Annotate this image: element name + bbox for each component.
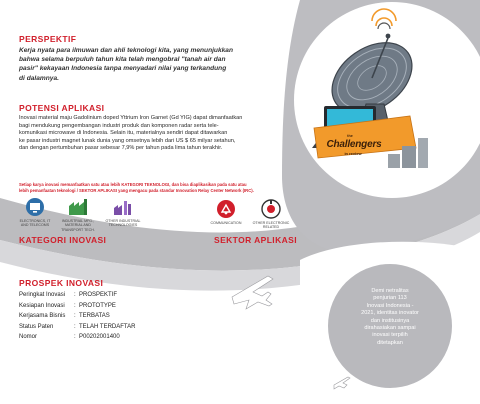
prospek-row xyxy=(19,301,135,312)
category-note xyxy=(19,182,309,193)
prospek-value: TERBATAS xyxy=(79,313,110,320)
badge-sub-text: in review xyxy=(344,151,362,156)
perspektif-lead-line: pasir" kekayaan Indonesia tanpa menyadari nilai yang terkandung xyxy=(19,65,227,73)
note-line: lebih pemanfaatan teknologi / SEKTOR APLIKASI yang mengacu pada standar Innovation Relay Center Network (IRC). xyxy=(19,187,254,193)
sektor-label-line: COMMUNICATION xyxy=(210,221,242,225)
kategori-label xyxy=(16,219,54,228)
prospek-key: Status Paten xyxy=(19,323,54,330)
potensi-line: Inovasi material maju Gadolinium doped Yttrium Iron Garnet (Gd YIG) dapat dimanfaatkan xyxy=(19,115,243,121)
bubble-line: Demi netralitas xyxy=(371,288,409,294)
prospek-sep: : xyxy=(74,302,76,309)
potensi-line: komunikasi microwave di Indonesia. Selain itu, materialnya sendiri dapat ditawarkan xyxy=(19,130,228,137)
bubble-line: dirahasiakan sampai xyxy=(364,325,416,332)
bubble-line: penjurian 113 xyxy=(373,295,407,302)
prospek-key: Peringkat Inovasi xyxy=(19,292,66,298)
prospek-key: Kesiapan Inovasi xyxy=(19,302,65,309)
kategori-label-line: AND TELECOMS xyxy=(20,223,50,228)
potensi-title: POTENSI APLIKASI xyxy=(19,103,105,113)
sektor-label xyxy=(250,221,292,230)
prospek-table xyxy=(19,290,135,343)
prospek-sep: : xyxy=(74,334,76,341)
prospek-sep: : xyxy=(74,313,76,320)
perspektif-lead xyxy=(19,46,315,83)
industrial-icon xyxy=(67,197,89,217)
prospek-row xyxy=(19,332,135,343)
kategori-label-line: TRANSPORT TECH. xyxy=(61,227,95,232)
bubble-line: 2021, identitas inovator xyxy=(361,310,419,317)
badge-main-text: Challengers xyxy=(326,139,382,150)
sektor-title: SEKTOR APLIKASI xyxy=(214,235,297,245)
prospek-sep: : xyxy=(74,292,76,298)
neutrality-text xyxy=(340,288,440,347)
other-electronic-icon xyxy=(261,199,281,219)
prospek-key: Kerjasama Bisnis xyxy=(19,313,66,320)
prospek-row xyxy=(19,311,135,322)
prospek-value: P00202001400 xyxy=(79,334,120,341)
kategori-item-industrial xyxy=(56,197,100,232)
perspektif-lead-line: bahwa selama berpuluh tahun kita telah mengobral "tanah air dan xyxy=(19,56,226,64)
kategori-label-line: INDUSTRIAL MFG., xyxy=(61,219,95,223)
prospek-value: TELAH TERDAFTAR xyxy=(79,323,136,330)
kategori-item-electronics xyxy=(16,197,54,228)
prospek-row xyxy=(19,290,135,301)
sektor-label xyxy=(206,221,246,225)
satellite-dish-illustration xyxy=(292,8,442,188)
bubble-line: ditetapkan xyxy=(377,339,403,346)
sektor-item-other-electronic xyxy=(250,199,292,230)
electronics-icon xyxy=(25,197,45,217)
sektor-item-communication xyxy=(206,199,246,225)
perspektif-title: PERSPEKTIF xyxy=(19,34,77,44)
note-line: Setiap karya inovasi memanfaatkan satu atau lebih KATEGORI TEKNOLOGI, dan bisa diaplikasikan pada satu atau xyxy=(19,182,247,187)
prospek-key: Nomor xyxy=(19,334,38,341)
prospek-value: PROSPEKTIF xyxy=(79,292,118,298)
potensi-body xyxy=(19,115,315,153)
badge-top-text: the xyxy=(347,134,353,138)
prospek-value: PROTOTYPE xyxy=(79,302,116,309)
kategori-label xyxy=(102,219,144,228)
sektor-label-line: RELATED xyxy=(262,225,280,230)
kategori-label-line: MATERIAL AND xyxy=(65,223,91,228)
prospek-row xyxy=(19,322,135,333)
kategori-label-line: TECHNOLOGIES xyxy=(108,223,138,228)
perspektif-lead-line: di dalamnya. xyxy=(19,74,59,82)
kategori-title: KATEGORI INOVASI xyxy=(19,235,107,245)
perspektif-lead-line: Kerja nyata para ilmuwan dan ahli teknologi kita, yang menunjukkan xyxy=(19,47,233,54)
kategori-label-line: OTHER INDUSTRIAL xyxy=(105,219,141,223)
potensi-line: bagi mendukung pengembangan industri produk dan komponen radar serta tele- xyxy=(19,122,219,129)
bubble-line: inovasi terpilih xyxy=(372,332,408,339)
other-industrial-icon xyxy=(112,197,134,217)
prospek-title: PROSPEK INOVASI xyxy=(19,278,104,288)
sektor-label-line: OTHER ELECTRONIC xyxy=(252,221,290,225)
bubble-line: Inovasi Indonesia - xyxy=(366,302,414,309)
potensi-line: dan dengan pertumbuhan pasar sebesar 7,9% per tahun pada lima tahun terakhir. xyxy=(19,145,223,152)
kategori-label xyxy=(56,219,100,232)
prospek-sep: : xyxy=(74,323,76,330)
kategori-label-line: ELECTRONICS, IT xyxy=(19,219,51,223)
bubble-line: dan institusinya xyxy=(370,317,410,324)
potensi-line: ke pasar industri magnet lunak dunia yang omsetnya lebih dari US $ 65 milyar setahun, xyxy=(19,137,236,144)
kategori-item-other-industrial xyxy=(102,197,144,228)
communication-icon xyxy=(216,199,236,219)
